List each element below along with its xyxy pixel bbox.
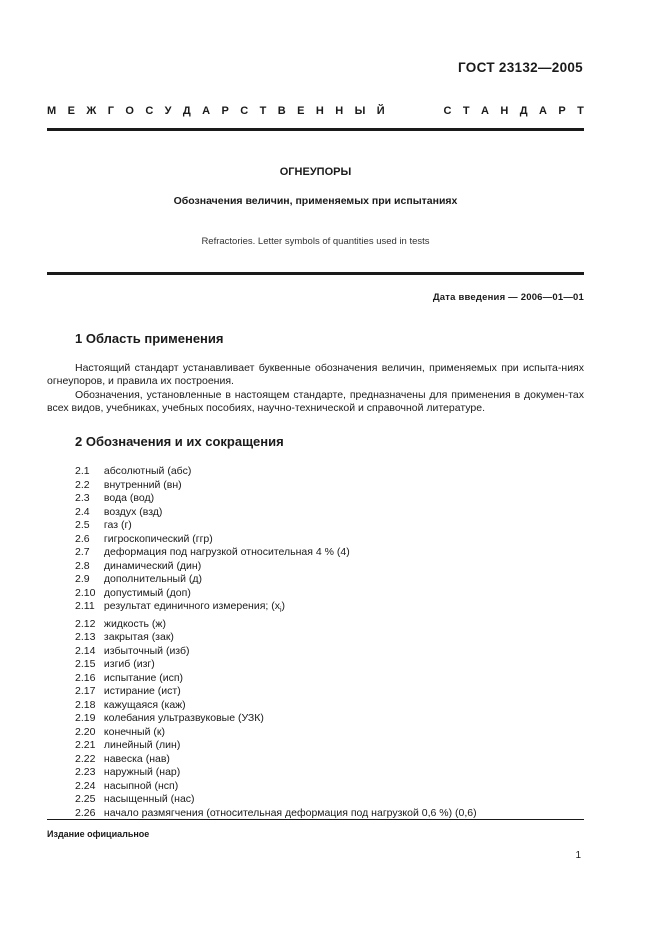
list-item xyxy=(75,618,477,632)
banner-letter: Й xyxy=(376,105,385,117)
list-item xyxy=(75,672,477,686)
item-text: закрытая (зак) xyxy=(103,631,174,644)
item-text: внутренний (вн) xyxy=(103,478,182,491)
item-number: 2.14 xyxy=(75,644,96,657)
banner-letter: Е xyxy=(297,105,305,117)
item-text: дополнительный (д) xyxy=(103,573,203,585)
item-text: результат единичного измерения; (x xyxy=(103,600,280,612)
section-1-heading: 1 Область применения xyxy=(75,331,224,346)
banner-letter: Д xyxy=(519,105,528,117)
interstate-standard-banner xyxy=(47,105,584,117)
item-number: 2.10 xyxy=(75,586,96,599)
item-text: навеска (нав) xyxy=(103,752,170,765)
banner-letter: С xyxy=(240,105,249,117)
item-text: газ (г) xyxy=(103,519,132,531)
list-item xyxy=(75,573,477,587)
list-item xyxy=(75,587,477,601)
item-number: 2.8 xyxy=(75,559,90,572)
item-text: воздух (взд) xyxy=(103,505,163,518)
item-text-tail: ) xyxy=(281,600,286,612)
item-text: избыточный (изб) xyxy=(103,644,190,657)
banner-letter: У xyxy=(164,105,172,117)
list-item xyxy=(75,793,477,807)
standard-number: ГОСТ 23132—2005 xyxy=(458,60,583,75)
banner-letter: Г xyxy=(107,105,114,117)
item-number: 2.26 xyxy=(75,806,96,819)
document-subtitle: Обозначения величин, применяемых при испытаниях xyxy=(173,195,458,207)
item-text: гигроскопический (ггр) xyxy=(103,532,213,545)
item-number: 2.17 xyxy=(75,685,96,698)
list-item xyxy=(75,766,477,780)
banner-letter: Д xyxy=(182,105,191,117)
list-item xyxy=(75,560,477,574)
list-item xyxy=(75,519,477,533)
list-item xyxy=(75,600,477,618)
list-item xyxy=(75,712,477,726)
section-2-heading: 2 Обозначения и их сокращения xyxy=(75,434,284,449)
banner-letter: А xyxy=(202,105,211,117)
item-text: линейный (лин) xyxy=(103,739,181,752)
edition-note: Издание официальное xyxy=(47,829,150,839)
item-text: насыщенный (нас) xyxy=(103,793,195,806)
list-item xyxy=(75,465,477,479)
item-number: 2.19 xyxy=(75,712,96,725)
paragraph: Обозначения, установленные в настоящем стандарте, предназначены для применения в докумен-тах всех видов, учебниках, учебных пособиях, научно-технической и справочной литературе. xyxy=(47,388,584,414)
banner-letter: Ы xyxy=(354,105,366,117)
title-divider xyxy=(47,272,584,275)
banner-letter: О xyxy=(125,105,134,117)
banner-letter: В xyxy=(277,105,286,117)
item-number: 2.23 xyxy=(75,766,96,779)
list-item xyxy=(75,533,477,547)
item-text: конечный (к) xyxy=(103,725,165,738)
list-item xyxy=(75,645,477,659)
list-item xyxy=(75,479,477,493)
list-item xyxy=(75,726,477,740)
item-number: 2.6 xyxy=(75,532,90,545)
item-number: 2.11 xyxy=(75,600,95,612)
item-text: насыпной (нсп) xyxy=(103,779,179,792)
item-number: 2.20 xyxy=(75,725,96,738)
item-number: 2.2 xyxy=(75,478,90,491)
item-text: жидкость (ж) xyxy=(103,617,166,630)
list-item xyxy=(75,631,477,645)
banner-letter: Н xyxy=(315,105,324,117)
item-number: 2.12 xyxy=(75,617,96,630)
banner-letter: М xyxy=(47,105,57,117)
item-text: начало размягчения (относительная деформация под нагрузкой 0,6 %) (0,6) xyxy=(103,806,477,819)
item-number: 2.5 xyxy=(75,519,90,531)
banner-letter: Е xyxy=(67,105,75,117)
document-title: ОГНЕУПОРЫ xyxy=(279,166,352,178)
item-number: 2.21 xyxy=(75,739,96,752)
item-text: истирание (ист) xyxy=(103,685,181,698)
item-text: испытание (исп) xyxy=(103,671,184,684)
list-item xyxy=(75,546,477,560)
item-number: 2.18 xyxy=(75,698,96,711)
item-text: колебания ультразвуковые (УЗК) xyxy=(103,712,264,725)
item-number: 2.16 xyxy=(75,671,96,684)
item-number: 2.4 xyxy=(75,505,90,518)
banner-letter: Р xyxy=(558,105,566,117)
item-number: 2.25 xyxy=(75,793,96,806)
top-divider xyxy=(47,128,584,131)
item-number: 2.3 xyxy=(75,492,90,504)
banner-letter: А xyxy=(481,105,489,117)
banner-letter: Р xyxy=(221,105,229,117)
list-item xyxy=(75,685,477,699)
item-text: наружный (нар) xyxy=(103,766,181,779)
item-text: деформация под нагрузкой относительная 4 % (4) xyxy=(103,546,350,558)
symbols-list xyxy=(75,465,477,820)
item-text: допустимый (доп) xyxy=(103,586,191,599)
footer-divider xyxy=(47,819,584,820)
list-item xyxy=(75,492,477,506)
list-item xyxy=(75,506,477,520)
banner-letter: Т xyxy=(259,105,267,117)
item-text: абсолютный (абс) xyxy=(103,465,192,477)
item-text: вода (вод) xyxy=(103,492,155,504)
item-number: 2.13 xyxy=(75,631,96,644)
item-number: 2.1 xyxy=(75,465,90,477)
section-1-body xyxy=(47,362,584,415)
item-subscript: i xyxy=(279,607,282,615)
list-item xyxy=(75,753,477,767)
page-number: 1 xyxy=(575,850,581,861)
list-item xyxy=(75,780,477,794)
banner-letter: С xyxy=(443,105,452,117)
banner-letter: А xyxy=(538,105,547,117)
item-text: изгиб (изг) xyxy=(103,658,155,671)
english-title: Refractories. Letter symbols of quantities used in tests xyxy=(201,236,430,247)
item-number: 2.15 xyxy=(75,658,96,671)
paragraph: Настоящий стандарт устанавливает буквенные обозначения величин, применяемых при испыта-ниях огнеупоров, и правила их построения. xyxy=(47,362,584,388)
list-item xyxy=(75,658,477,672)
item-number: 2.22 xyxy=(75,752,96,765)
banner-letter: Ж xyxy=(86,105,97,117)
item-number: 2.9 xyxy=(75,573,90,585)
item-number: 2.7 xyxy=(75,546,90,558)
banner-letter: Н xyxy=(500,105,509,117)
item-text: динамический (дин) xyxy=(103,559,202,572)
introduction-date: Дата введения — 2006—01—01 xyxy=(432,292,584,303)
item-number: 2.24 xyxy=(75,779,96,792)
banner-letter: Т xyxy=(462,105,470,117)
banner-letter: С xyxy=(145,105,154,117)
banner-letter: Н xyxy=(335,105,344,117)
item-text: кажущаяся (каж) xyxy=(103,698,186,711)
banner-letter: Т xyxy=(577,105,584,117)
list-item xyxy=(75,739,477,753)
list-item xyxy=(75,699,477,713)
